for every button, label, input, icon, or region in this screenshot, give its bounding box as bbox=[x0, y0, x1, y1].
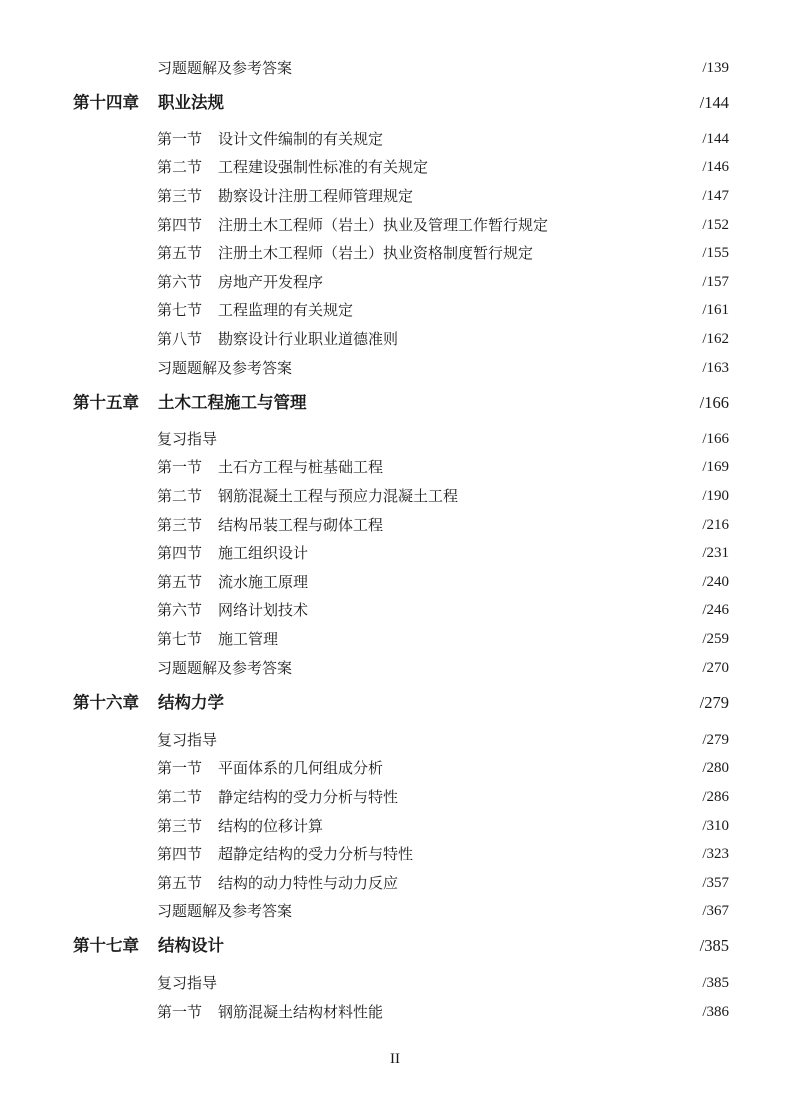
toc-section bbox=[0, 541, 790, 565]
page-number: /146 bbox=[702, 159, 729, 175]
toc-section bbox=[0, 1000, 790, 1024]
section-number: 第七节 bbox=[157, 301, 203, 319]
page-number: /147 bbox=[702, 188, 729, 204]
toc-section bbox=[0, 155, 790, 179]
page-number: /357 bbox=[702, 875, 729, 891]
section-title: 施工组织设计 bbox=[218, 544, 309, 562]
section-number: 第一节 bbox=[157, 130, 203, 148]
section-title: 工程监理的有关规定 bbox=[218, 301, 354, 319]
toc-section bbox=[0, 842, 790, 866]
section-title: 土石方工程与桩基础工程 bbox=[218, 458, 384, 476]
section-title: 勘察设计注册工程师管理规定 bbox=[218, 187, 414, 205]
toc-section bbox=[0, 598, 790, 622]
toc-section bbox=[0, 814, 790, 838]
toc-section bbox=[0, 213, 790, 237]
section-title: 工程建设强制性标准的有关规定 bbox=[218, 158, 429, 176]
entry-title: 习题题解及参考答案 bbox=[157, 659, 293, 677]
chapter-number: 第十七章 bbox=[73, 936, 139, 955]
section-number: 第五节 bbox=[157, 874, 203, 892]
section-number: 第五节 bbox=[157, 573, 203, 591]
section-title: 钢筋混凝土工程与预应力混凝土工程 bbox=[218, 487, 459, 505]
section-title: 结构吊装工程与砌体工程 bbox=[218, 516, 384, 534]
toc-section bbox=[0, 241, 790, 265]
section-number: 第六节 bbox=[157, 601, 203, 619]
chapter-number: 第十六章 bbox=[73, 693, 139, 712]
page-number: /161 bbox=[702, 302, 729, 318]
chapter-number: 第十四章 bbox=[73, 93, 139, 112]
page-number: /216 bbox=[702, 517, 729, 533]
page-number: /139 bbox=[702, 60, 729, 76]
page-number: /367 bbox=[702, 903, 729, 919]
section-number: 第一节 bbox=[157, 759, 203, 777]
page-number: /163 bbox=[702, 360, 729, 376]
section-title: 注册土木工程师（岩土）执业资格制度暂行规定 bbox=[218, 244, 534, 262]
section-number: 第三节 bbox=[157, 817, 203, 835]
chapter-number: 第十五章 bbox=[73, 393, 139, 412]
toc-section bbox=[0, 455, 790, 479]
page-number: /190 bbox=[702, 488, 729, 504]
chapter-title: 结构设计 bbox=[158, 936, 224, 955]
toc-section bbox=[0, 570, 790, 594]
toc-entry-guide bbox=[0, 728, 790, 752]
toc-entry-review bbox=[0, 356, 790, 380]
toc-section bbox=[0, 184, 790, 208]
toc-entry-review bbox=[0, 56, 790, 80]
section-number: 第五节 bbox=[157, 244, 203, 262]
entry-title: 习题题解及参考答案 bbox=[157, 59, 293, 77]
section-title: 静定结构的受力分析与特性 bbox=[218, 788, 399, 806]
page-number: /166 bbox=[699, 393, 729, 412]
section-title: 网络计划技术 bbox=[218, 601, 309, 619]
toc-section bbox=[0, 513, 790, 537]
page-number: /279 bbox=[699, 693, 729, 712]
entry-title: 复习指导 bbox=[157, 430, 218, 448]
page-number: /144 bbox=[702, 131, 729, 147]
entry-title: 复习指导 bbox=[157, 974, 218, 992]
page-number: /155 bbox=[702, 245, 729, 261]
chapter-title: 职业法规 bbox=[158, 93, 224, 112]
entry-title: 习题题解及参考答案 bbox=[157, 902, 293, 920]
page-number: /323 bbox=[702, 846, 729, 862]
section-number: 第四节 bbox=[157, 845, 203, 863]
page-number: /286 bbox=[702, 789, 729, 805]
page-number: /280 bbox=[702, 760, 729, 776]
section-number: 第六节 bbox=[157, 273, 203, 291]
entry-title: 复习指导 bbox=[157, 731, 218, 749]
section-number: 第八节 bbox=[157, 330, 203, 348]
page-number: /259 bbox=[702, 631, 729, 647]
page-number: /246 bbox=[702, 602, 729, 618]
toc-entry-guide bbox=[0, 427, 790, 451]
entry-title: 习题题解及参考答案 bbox=[157, 359, 293, 377]
toc-section bbox=[0, 327, 790, 351]
section-number: 第一节 bbox=[157, 1003, 203, 1021]
chapter-title: 结构力学 bbox=[158, 693, 224, 712]
page-number: /162 bbox=[702, 331, 729, 347]
section-number: 第二节 bbox=[157, 487, 203, 505]
section-number: 第一节 bbox=[157, 458, 203, 476]
page-number: /386 bbox=[702, 1004, 729, 1020]
section-title: 结构的动力特性与动力反应 bbox=[218, 874, 399, 892]
toc-section bbox=[0, 270, 790, 294]
toc-section bbox=[0, 127, 790, 151]
toc-section bbox=[0, 627, 790, 651]
toc-chapter-15 bbox=[0, 391, 790, 415]
chapter-title: 土木工程施工与管理 bbox=[158, 393, 307, 412]
section-number: 第三节 bbox=[157, 516, 203, 534]
section-number: 第三节 bbox=[157, 187, 203, 205]
page-number: /157 bbox=[702, 274, 729, 290]
page-number: /279 bbox=[702, 732, 729, 748]
section-number: 第四节 bbox=[157, 216, 203, 234]
section-number: 第七节 bbox=[157, 630, 203, 648]
section-number: 第二节 bbox=[157, 788, 203, 806]
section-title: 钢筋混凝土结构材料性能 bbox=[218, 1003, 384, 1021]
page-number: /240 bbox=[702, 574, 729, 590]
toc-section bbox=[0, 871, 790, 895]
section-title: 流水施工原理 bbox=[218, 573, 309, 591]
toc-chapter-16 bbox=[0, 691, 790, 715]
section-title: 注册土木工程师（岩土）执业及管理工作暂行规定 bbox=[218, 216, 549, 234]
page-number: /385 bbox=[699, 936, 729, 955]
page-number: /169 bbox=[702, 459, 729, 475]
page-number: /310 bbox=[702, 818, 729, 834]
page-number: /231 bbox=[702, 545, 729, 561]
page-footer-number: II bbox=[390, 1051, 400, 1067]
toc-entry-review bbox=[0, 899, 790, 923]
page-number: /152 bbox=[702, 217, 729, 233]
section-title: 平面体系的几何组成分析 bbox=[218, 759, 384, 777]
toc-section bbox=[0, 756, 790, 780]
toc-section bbox=[0, 484, 790, 508]
section-title: 房地产开发程序 bbox=[218, 273, 324, 291]
toc-chapter-17 bbox=[0, 934, 790, 958]
toc-section bbox=[0, 298, 790, 322]
section-number: 第四节 bbox=[157, 544, 203, 562]
toc-section bbox=[0, 785, 790, 809]
section-title: 施工管理 bbox=[218, 630, 279, 648]
page-number: /144 bbox=[699, 93, 729, 112]
toc-chapter-14 bbox=[0, 91, 790, 115]
section-title: 勘察设计行业职业道德准则 bbox=[218, 330, 399, 348]
section-title: 结构的位移计算 bbox=[218, 817, 324, 835]
section-title: 超静定结构的受力分析与特性 bbox=[218, 845, 414, 863]
page-number: /385 bbox=[702, 975, 729, 991]
toc-entry-review bbox=[0, 656, 790, 680]
section-number: 第二节 bbox=[157, 158, 203, 176]
section-title: 设计文件编制的有关规定 bbox=[218, 130, 384, 148]
page-number: /270 bbox=[702, 660, 729, 676]
toc-entry-guide bbox=[0, 971, 790, 995]
page-number: /166 bbox=[702, 431, 729, 447]
